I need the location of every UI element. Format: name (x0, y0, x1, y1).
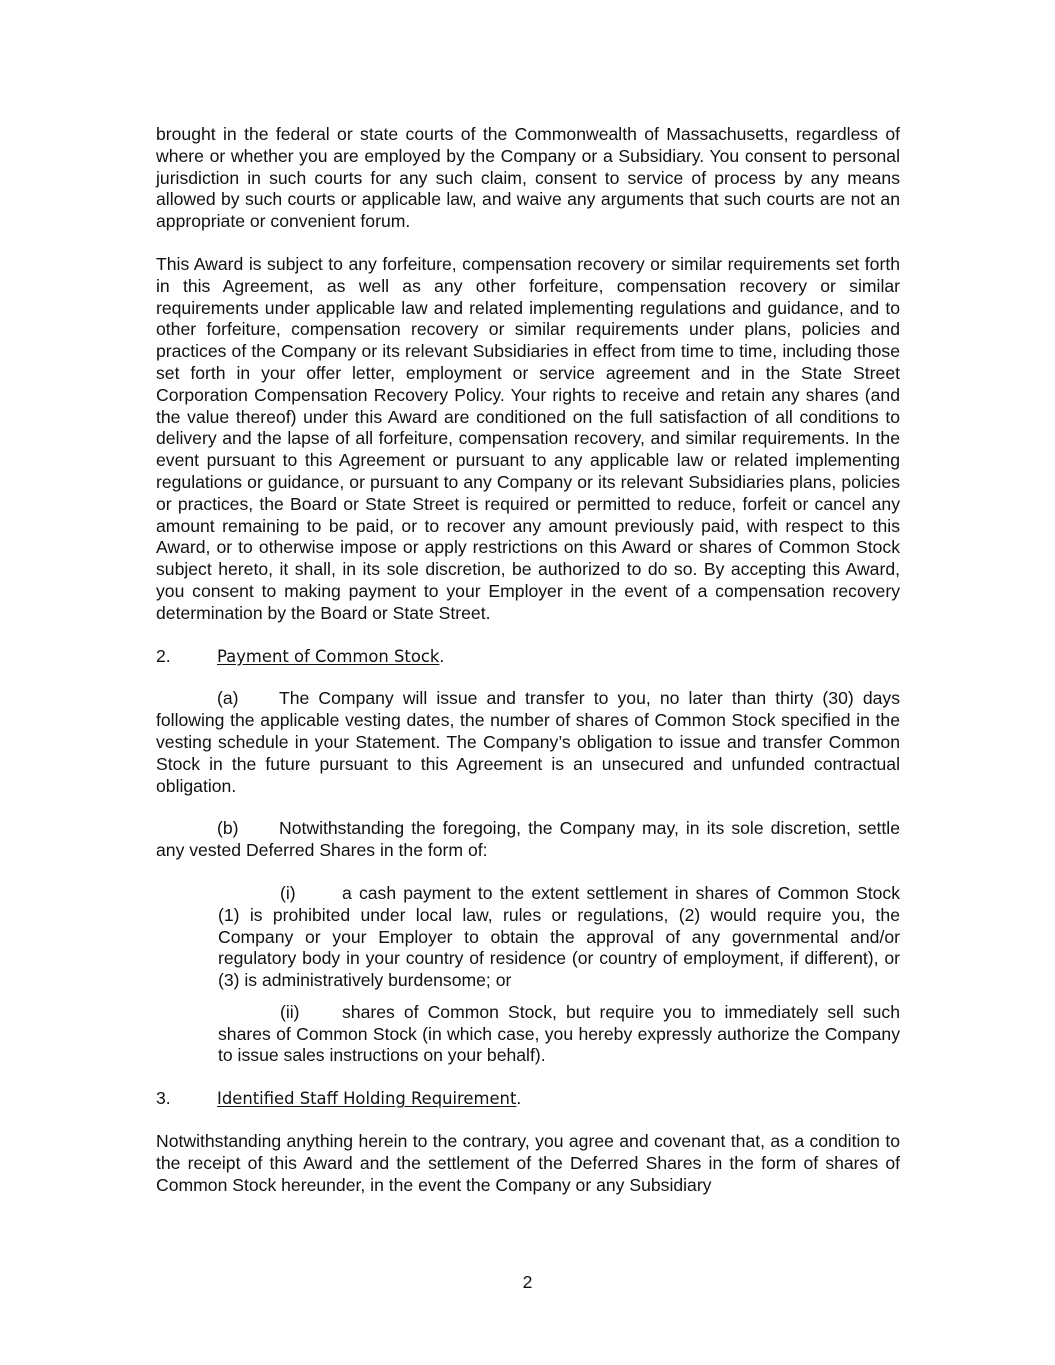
clause-a-label: (a) (217, 688, 239, 709)
section-2-period: . (439, 645, 445, 666)
section-2-clause-a (156, 688, 900, 797)
section-3-text: Notwithstanding anything herein to the contrary, you agree and covenant that, as a condition to the receipt of this Award and the settlement of the Deferred Shares in the form of shares of Common Stock hereunder, in the event the Company or any Subsidiary (156, 1131, 900, 1195)
section-2-item-ii (218, 1002, 900, 1067)
paragraph-jurisdiction: brought in the federal or state courts of the Commonwealth of Massachusetts, regardless of where or whether you are employed by the Company or a Subsidiary. You consent to personal jurisdiction in such courts for any such claim, consent to service of process by any means allowed by such courts or applicable law, and waive any arguments that such courts are not an appropriate or convenient forum. (156, 124, 900, 232)
section-2-number: 2. (156, 645, 171, 666)
section-2-clause-b (156, 818, 900, 862)
item-i-text: a cash payment to the extent settlement in shares of Common Stock (1) is prohibited under local law, rules or regulations, (2) would require you, the Company or your Employer to obtain the approval of any governmental and/or regulatory body in your country of residence (or country of employment, if different), or (3) is administratively burdensome; or (218, 882, 900, 991)
clause-b-text: Notwithstanding the foregoing, the Company may, in its sole discretion, settle any vested Deferred Shares in the form of: (156, 818, 900, 861)
section-3-period: . (516, 1088, 522, 1109)
clause-a-text: The Company will issue and transfer to you, no later than thirty (30) days following the applicable vesting dates, the number of shares of Common Stock specified in the vesting schedule in your Statement. The Company’s obligation to issue and transfer Common Stock in the future pursuant to this Agreement is an unsecured and unfunded contractual obligation. (156, 688, 900, 796)
item-ii-label: (ii) (280, 1001, 300, 1022)
section-2-heading (156, 646, 900, 668)
section-2-item-i (218, 883, 900, 992)
section-2-title: Payment of Common Stock (217, 646, 440, 666)
page-number: 2 (522, 1272, 533, 1292)
item-ii-text: shares of Common Stock, but require you to immediately sell such shares of Common Stock (in which case, you hereby expressly authorize the Company to issue sales instructions on your behalf). (218, 1001, 900, 1066)
paragraph-forfeiture: This Award is subject to any forfeiture, compensation recovery or similar requirements set forth in this Agreement, as well as any other forfeiture, compensation recovery or similar requirements under applicable law and related implementing regulations and guidance, and to other forfeiture, compensation recovery or similar requirements under plans, policies and practices of the Company or its relevant Subsidiaries in effect from time to time, including those set forth in your offer letter, employment or service agreement and in the State Street Corporation Compensation Recovery Policy. Your rights to receive and retain any shares (and the value thereof) under this Award are conditioned on the full satisfaction of all conditions to delivery and the lapse of all forfeiture, compensation recovery, and similar requirements. In the event pursuant to this Agreement or pursuant to any applicable law or related implementing regulations or guidance, or pursuant to any Company or its relevant Subsidiaries plans, policies or practices, the Board or State Street is required or permitted to reduce, forfeit or cancel any amount remaining to be paid, or to recover any amount previously paid, with respect to this Award, or to otherwise impose or apply restrictions on this Award or shares of Common Stock subject hereto, it shall, in its sole discretion, be authorized to do so. By accepting this Award, you consent to making payment to your Employer in the event of a compensation recovery determination by the Board or State Street. (156, 253, 900, 623)
section-3-number: 3. (156, 1088, 171, 1109)
document-body (156, 124, 900, 1217)
clause-b-label: (b) (217, 818, 239, 839)
section-3-title: Identified Staff Holding Requirement (217, 1089, 517, 1109)
item-i-label: (i) (280, 882, 296, 903)
section-3-heading (156, 1088, 900, 1110)
